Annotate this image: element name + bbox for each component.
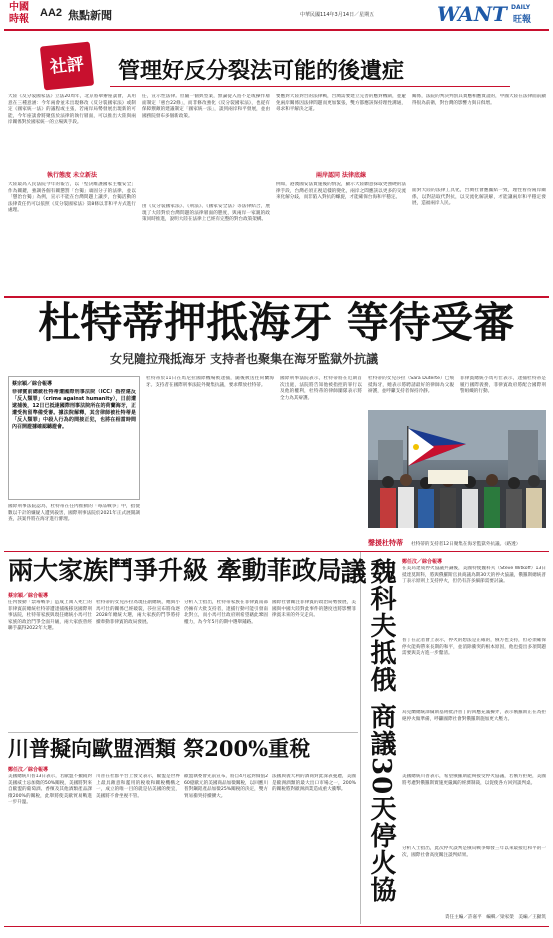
editor-credits: 責任主編／許嘉平 編輯／梁家榮 美編／王顯筑 xyxy=(444,915,546,920)
page-bottom-rule xyxy=(4,926,549,927)
editorial-subhead-1: 執行態度 未立新法 xyxy=(46,172,98,179)
photo-caption-title: 聲援杜特蒂 xyxy=(368,539,403,547)
ceasefire-byline: 鄭任汶／綜合報導 xyxy=(402,559,443,565)
lede-text: 菲律賓前總統杜特蒂遭國際刑事法院（ICC）指控違反「反人類罪」（crime against humanity），日前遭逮捕後，12日已抵達國際刑事法院所在的荷蘭海牙，正遭受拘留準備受審。據法院解釋，其含律師被杜特蒂是「反人類罪」中殺人行為的間接正犯，也將在相當時間內召開證據確認聽證會。 xyxy=(12,389,136,430)
column-divider xyxy=(360,552,361,924)
editorial-column-3: 要應對大陸對台的法律戰，台灣需要建立完善的應對機制，並避免兩岸關係因法律問題而更加緊張，雙方都應該保持理性溝通，尋求和平解決之道。 兩岸認同 法律底線 例如，港澳國安法實施後的情況，顯示大陸願意採取更強硬的法律手段，台灣必須正視這樣的變化，兩岸之間應該以更多的交流來化解分歧，而非陷入對抗的螺旋，才能確保台海和平穩定。 xyxy=(276,94,406,201)
editorial-badge: 社評 xyxy=(40,42,94,91)
page-code: AA2 xyxy=(40,7,63,19)
editorial-column-1: 大陸《反分裂國家法》立法20周年，北京將舉辦座談會，其用意在三種意涵：今年兩會並未出現修改《反分裂國家法》或制定《國家統一法》的議程或主張，若兩岸局勢發展出現新的可能，今年座談會將聚焦於法律的執行層面，可以推出大陸與兩岸關係對於國家統一的立場與手段。 執行態度 未立新法 大陸最高人民法院今年的報告，以「堅決維護國家主權安全」作為關鍵，強調各個有關懲罰「台獨」頑固分子的法律，並以「懲治台獨」為例，宣示不能在台灣問題上讓步，台獨活動的法律責任仍可以依照《反分裂國家法》第8條以非和平方式進行處理。 xyxy=(8,94,136,214)
tariff-col-2: 川普在社群平台上發文表示，歐盟是世界上最具敵意和濫用的稅收和關稅機構之一，成立的唯一目的就是佔美國的便宜，美國將不會坐視不管。 xyxy=(96,774,180,799)
ceasefire-col-2: 普丁在記者會上表示，停火的想法是正確的，俄方也支持，但必須確保停火能夠帶來長期的和平，並消除衝突的根本原因，他也提出多項問題需要與美方進一步釐清。 xyxy=(402,638,546,657)
tariff-col-4: 法國與義大利的酒商對此深表憂慮，美國是歐洲酒類的最大出口市場之一，200%的關稅將對歐洲酒業造成重大衝擊。 xyxy=(272,774,356,793)
editorial-subhead-2: 兩岸認同 法律底線 xyxy=(315,172,367,179)
tariff-col-1: 美國總統川普13日表示，若歐盟不撤銷對美國威士忌加徵的50%關稅，美國將對來自歐盟的葡萄酒、香檳及其他酒類產品課徵200%的關稅，此舉將使美歐貿易戰進一步升溫。 xyxy=(8,774,92,806)
masthead-rule xyxy=(4,29,549,31)
main-headline: 杜特蒂押抵海牙 等待受審 xyxy=(38,298,515,347)
lede-byline: 蔡宗穎／綜合報導 xyxy=(12,381,53,387)
main-body-col-5: 菲律賓總統小馬可仕表示，逮捕杜特蒂是履行國際義務，菲律賓政府將配合國際刑警組織的行動。 xyxy=(460,376,546,395)
family-feud-col-2: 杜特蒂的女兒莎拉為現任副總統，她與小馬可仕的關係已經破裂，莎拉宣布將角逐2028年總統大選，兩大家族的鬥爭將持續牽動菲律賓的政局發展。 xyxy=(96,600,180,625)
tariff-headline: 川普擬向歐盟酒類 祭200%重稅 xyxy=(8,736,311,761)
main-subhead: 女兒隨拉飛抵海牙 支持者也聚集在海牙監獄外抗議 xyxy=(110,352,379,366)
ceasefire-headline: 魏科夫抵俄 商議30天停火協議 xyxy=(336,558,396,904)
want-cn-text: 旺報 xyxy=(513,15,532,25)
ceasefire-col-1: 在美烏達成停火協議共識後，美國特使魏科夫（Steve Witkoff）13日抵達莫斯科，將與俄羅斯官員商議為期30天的停火協議，俄羅斯總統普丁表示原則上支持停火，但仍有許多細節需要討論。 xyxy=(402,566,546,585)
main-body-col-2: 杜特蒂於11日在馬尼拉國際機場被逮捕，隨後被送往荷蘭海牙。支持者在國際刑事法院外聚集抗議，要求釋放杜特蒂。 xyxy=(146,376,274,388)
family-feud-col-3: 分析人士指出，杜特蒂家族在菲律賓南部仍擁有大批支持者，逮捕行動可能引發南北對立，而小馬可仕政府則希望藉此鞏固權力，為今年5月的期中選舉鋪路。 xyxy=(184,600,268,625)
lower-divider xyxy=(8,732,358,733)
lede-box xyxy=(8,376,140,500)
main-body-col-4: 杜特蒂的女兒莎拉（Sara Duterte）已飛抵海牙，她表示將聘請最好的律師為父親辯護，並呼籲支持者保持冷靜。 xyxy=(368,376,454,395)
editorial-title: 管理好反分裂法可能的後遺症 xyxy=(118,58,405,84)
photo-caption-text: 杜特蒂的支持者12日聚集在海牙監獄外抗議。（路透） xyxy=(411,542,521,547)
editorial-title-rule xyxy=(110,86,510,87)
main-body-col-3: 國際刑事法院表示，杜特蒂將在近期首次出庭，法院將告知他被指控的罪行以及他的權利，杜特蒂的律師團隊表示將全力為其辯護。 xyxy=(280,376,362,401)
photo-caption xyxy=(368,530,546,548)
protest-photo xyxy=(368,410,546,528)
main-bottom-rule xyxy=(4,551,549,552)
want-daily-text: DAILY xyxy=(511,4,531,11)
photo-illustration xyxy=(368,410,546,528)
china-times-logo: 中國 時報 xyxy=(9,2,29,25)
tariff-col-3: 歐盟執委會先前宣布，將自4月起對價值260億歐元的美國商品加徵關稅，以回應川普對鋼鋁產品加徵25%關稅的決定，雙方貿易衝突持續擴大。 xyxy=(184,774,268,799)
family-feud-byline: 蔡宗穎／綜合報導 xyxy=(8,593,49,599)
section-name: 焦點新聞 xyxy=(68,9,112,22)
editorial-column-4: 關係，法院的判決判罰其實應相應實證的，中國大陸在法律面前顯得很為前衛，對台灣的影響力與日俱增。 面對大陸的法律工具化，台灣社會應團結一致，理性看待兩岸關係，以對話取代對抗，以交流化解誤解，才能讓兩岸和平穩定發展，造福兩岸人民。 xyxy=(412,94,546,207)
editorial-column-2: 任，宣示性法律。但隨一個典型案，無論從入島不足或操作層面制定「惠台22條」，而非修改強化《反分裂國家法》，也從有保障禦敵的建議制定「國家統一法」，談到兩岸和平發展，並由國務院發布多個新政策。 由《反分裂國家法》、《刑法》、《國家安全法》等法律結合，展現了大陸對於台灣問題的法律層面的態度，與兩岸一家親的政策同時推進，說明大陸在法律上已經有完整的對台政策架構。 xyxy=(142,94,270,223)
family-feud-col-4: 國際社會關注菲律賓的政治局勢發展，美國與中國大陸對此事件的態度也將影響菲律賓未來的外交走向。 xyxy=(272,600,356,619)
main-body-col-1: 國際刑事法院認為，杜特蒂在任內推動的「毒品戰爭」中，指使數以千計的嫌疑人遭到殺害，國際刑事法院於2021年正式展開調查，該案件將在海牙進行審理。 xyxy=(8,504,140,523)
masthead xyxy=(0,0,553,30)
ceasefire-col-3: 烏克蘭總統澤倫斯基則批評普丁的回應充滿操弄，表示俄羅斯正在為拒絕停火做準備，呼籲國際社會對俄羅斯施加更大壓力。 xyxy=(402,710,546,722)
want-logo-text: WANT xyxy=(437,2,507,26)
want-daily-logo xyxy=(437,2,549,28)
ceasefire-col-5: 分析人士指出，此次停火談判是俄烏戰爭爆發三年以來最接近和平的一次，國際社會高度關注談判結果。 xyxy=(402,846,546,858)
family-feud-col-1: 任內發動「禁毒戰爭」造成上萬人死亡的菲律賓前總統杜特蒂遭逮捕後移送國際刑事法院，杜特蒂家族與現任總統小馬可仕家族的政治鬥爭全面升級，兩大家族曾經聯手贏得2022年大選。 xyxy=(8,600,92,632)
family-feud-headline: 兩大家族鬥爭升級 牽動菲政局 xyxy=(8,556,342,585)
tariff-byline: 鄭任汶／綜合報導 xyxy=(8,767,49,773)
dateline: 中華民國114年3月14日／星期五 xyxy=(300,12,375,18)
ceasefire-col-4: 美國總統川普表示，希望俄羅斯能夠接受停火協議，若俄方拒絕，美國將考慮對俄羅斯實施更嚴厲的經濟制裁，以促使各方回到談判桌。 xyxy=(402,774,546,786)
